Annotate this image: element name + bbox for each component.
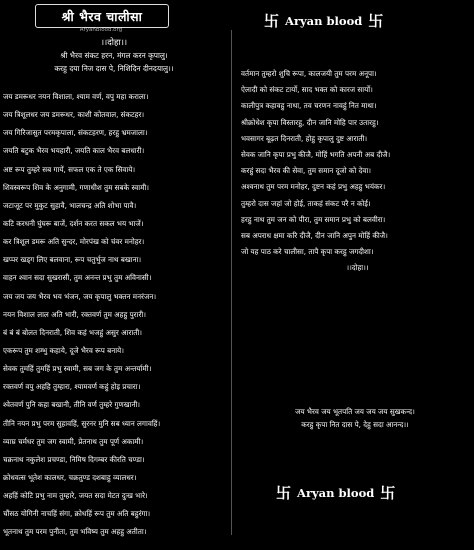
closing-doha [236,405,474,431]
swastika-icon: 卐 [380,484,396,502]
verse-line: क्रोधवत्स भूतेश कालधर, चक्रतुण्ड दशबाहु व्यालधर। [3,472,137,482]
verse-line: शिवस्वरूप शिव के अनुगामी, गणाधीश तुम सबके स्वामी। [3,182,149,192]
verse-line: बं बं बं बोलत दिनराती, शिव कहं भजहुं असुर आराती। [3,327,142,337]
column-divider [231,30,232,535]
verse-line: जटाजूट पर मुकुट सुहावै, भालचन्द्र अति शोभा पावै। [3,200,137,210]
verse-line: भूतनाथ तुम परम पुनीता, तुम भविष्य तुम अहहु अतीता। [3,527,147,537]
verse-line: सेवक तुमहिं तुमहिं प्रभु स्वामी, सब जग के तुम अन्तर्यामी। [3,364,152,374]
verse-line: ऐलादी को संकट टार्यो, साद भक्त को कारज सार्यो। [241,85,373,95]
verse-line: तुम्हरो दास जहां जो होई, ताकहं संकट परै न कोई। [241,198,371,208]
verse-line: जयति बटुक भैरव भयहारी, जयति काल भैरव बलधारी। [3,146,145,156]
verse-line: वर्तमान तुम्हरो शुचि रूपा, कालजयी तुम परम अनूपा। [241,69,377,78]
site-watermark-text: AryanBlood.org [79,27,123,33]
verse-line: तीनि नयन प्रभु परम सुहावहिं, सुरनर मुनि सब ध्यान लगावहिं। [3,418,161,428]
verse-line: एकरूप तुम शम्भु कहाये, दूजे भैरव रूप बनाये। [3,345,124,355]
watermark-text: Aryan blood [285,13,363,28]
verse-line: जय डमरूधर नयन विशाला, श्याम वर्ण, वपु महा कराला। [3,92,149,101]
doha-label: ।।दोहा।। [346,263,369,273]
closing-line: करहु कृपा नित दास पे, देहु सदा आनन्द।। [301,420,409,429]
verse-line: सब अपराध क्षमा करि दीजै, दीन जानि अपुन मोहिं कीजै। [241,230,388,240]
verse-line: खप्पर खड्ग लिए बलवाना, रूप चतुर्भुज नाथ बखाना। [3,255,142,265]
right-verses [241,66,474,276]
verse-line: चौंसठ योगिनी नाचहिं संगा, क्रोधहिं रूप तुम अति बहुरंगा। [3,509,151,519]
verse-line: श्रीक्रोधेश कृपा विस्तारहु, दीन जानि मोहि पार उतारहु। [241,117,379,127]
verse-line: सेवक जानि कृपा प्रभु कीजै, मोहिं भगति अपनी अब दीजै। [241,149,391,159]
verse-line: श्वेतवर्ण पुनि कहा बखानी, तीनि वर्ण तुम्हरे गुणखानी। [3,400,141,410]
swastika-icon: 卐 [276,484,292,502]
swastika-icon: 卐 [368,12,384,30]
verse-line: जो यह पाठ करे चालीसा, तापै कृपा करहु जगदीशा। [241,247,374,257]
left-verses [3,88,228,542]
verse-line: हरहु नाथ तुम जन को पीरा, तुम समान प्रभु को बलवीरा। [241,214,386,224]
verse-line: करहुं सदा भैरव की सेवा, तुम समान दूजो को देवा। [241,166,371,176]
verse-line: जय त्रिशूलधर जय डमरूधर, काशी कोतवाल, संकटहर। [3,110,145,120]
intro-line: श्री भैरव संकट हरन, मंगल करन कृपालु। [60,51,168,60]
verse-line: व्याघ्र चर्मधर तुम जग स्वामी, प्रेतनाथ तुम पूर्ण अकामी। [3,436,144,446]
page-title: श्री भैरव चालीसा [35,4,169,28]
left-column [0,0,228,550]
verse-line: जय जय जय भैरव भय भंजन, जय कृपालु भक्तन मनरंजन। [3,291,157,301]
watermark-top [258,10,389,31]
verse-line: चक्रनाथ नकुलेश प्रचण्डा, निमिष दिगम्बर कीरति चण्डा। [3,454,145,464]
verse-line: जय गिरिजासुत परमकृपाला, संकटहरण, हरहु भ्रमजाला। [3,128,148,138]
verse-line: वाहन श्वान सदा सुखरासी, तुम अनन्त प्रभु तुम अविनासी। [3,273,152,283]
verse-line: अहहिं कोटि प्रभु नाम तुम्हारे, जयत सदा मेटत दुःख भारे। [3,491,148,501]
verse-line: कर त्रिशूल डमरू अति सुन्दर, मोरपंख को चंवर मनोहर। [3,237,145,247]
verse-line: रक्तवर्ण वपु अहहि तुम्हारा, श्यामवर्ण कहुं होइ प्रचारा। [3,382,141,392]
verse-line: कटि करधनी घुंघरू बाजें, दर्शन करत सकल भय भाजें। [3,218,144,228]
watermark-text: Aryan blood [297,485,375,500]
verse-line: कालीपुत्र कहावहु नाथा, तव चरणन नावहुं नित माथा। [241,101,377,111]
doha-label: ।।दोहा।। [100,38,128,48]
closing-line: जय भैरव जय भूतपति जय जय जय सुखकन्द। [295,407,415,416]
intro-doha [0,49,228,75]
verse-line: अष्ट रूप तुम्हरे सब गायें, सफल एक ते एक सिवाये। [3,164,136,174]
verse-line: अश्वनाथ तुम परम मनोहर, दुष्टन कहं प्रभु अहहु भयंकर। [241,182,386,192]
swastika-icon: 卐 [264,12,280,30]
watermark-bottom [270,482,401,503]
intro-line: करहु दया निज दास पे, निशिदिन दीनदयालु।। [54,64,174,73]
verse-line: भवसागर बूढ़त दिनराती, होहु कृपालु दुष्ट आराती। [241,133,368,143]
verse-line: नयन विशाल लाल अति भारी, रक्तवर्ण तुम अहहु पुरारी। [3,309,146,319]
